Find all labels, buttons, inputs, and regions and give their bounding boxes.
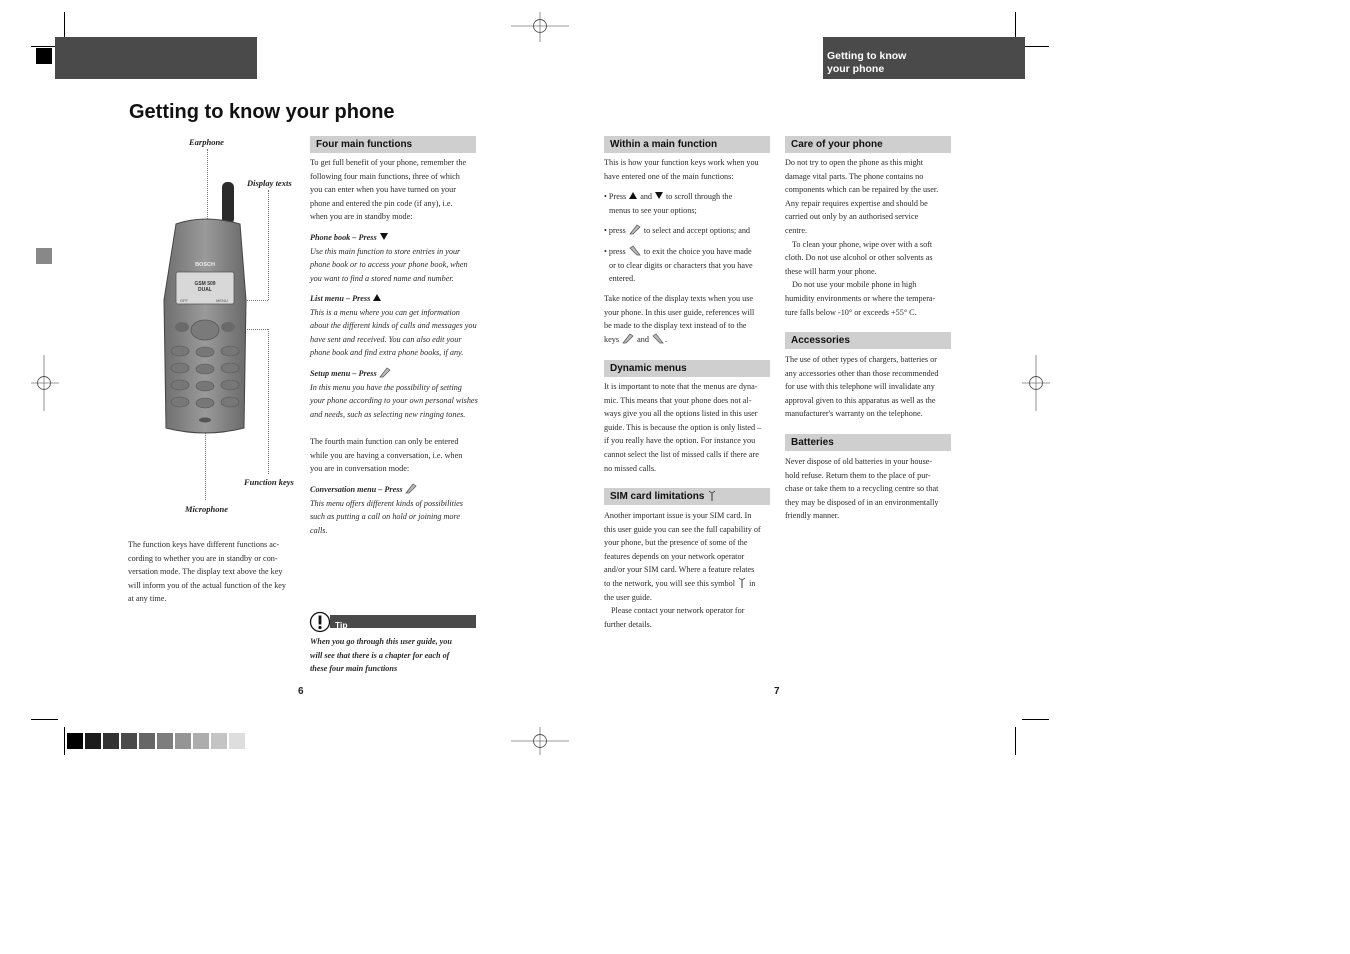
tip-bar [330, 615, 476, 628]
text-line: you can enter when you have turned on your [310, 185, 456, 195]
text-line: these will harm your phone. [785, 266, 877, 276]
leader-line [268, 329, 269, 474]
text-line: Do not use your mobile phone in high [792, 280, 917, 290]
left-soft-key-icon [379, 367, 391, 378]
section-heading-accessories: Accessories [785, 332, 951, 349]
color-swatch [229, 733, 245, 749]
phone-illustration [160, 180, 250, 440]
text-line: and needs, such as selecting new ringing tones. [310, 409, 466, 419]
four-main-functions-body [310, 156, 482, 224]
text-fragment: . [664, 334, 668, 344]
text-line: will see that there is a chapter for each of [310, 650, 450, 660]
within-main-function-body [604, 156, 776, 183]
text-fragment: • press [604, 247, 626, 256]
registration-mark-right [1022, 355, 1050, 411]
text-line: Any repair requires expertise and should be [785, 198, 928, 208]
text-line: your phone. In this user guide, references will [604, 307, 755, 317]
section-heading-care: Care of your phone [785, 136, 951, 153]
up-arrow-icon [629, 192, 637, 199]
text-line: cannot select the list of missed calls if there are [604, 449, 759, 459]
text-fragment: and [640, 192, 653, 201]
color-swatch [85, 733, 101, 749]
registration-mark-left [31, 355, 59, 411]
text-line: further details. [604, 619, 652, 629]
display-text-notice [604, 292, 776, 346]
text-fragment: and [637, 334, 649, 344]
function-keys-caption [128, 538, 298, 606]
text-line: Please contact your network operator for [611, 606, 745, 616]
caption-line: will inform you of the actual function of the key [128, 580, 287, 590]
text-line: It is important to note that the menus are dyna- [604, 382, 758, 391]
page-number-right: 7 [774, 686, 780, 697]
text-line: centre. [785, 225, 808, 235]
text-line: phone book or to access your phone book, when [310, 260, 468, 270]
network-antenna-icon [737, 577, 747, 588]
leader-line [268, 190, 269, 300]
dynamic-menus-body [604, 380, 776, 475]
bullet-select [604, 224, 776, 238]
text-line: have sent and received. You can also edit your [310, 334, 462, 344]
phone-soft-left-text: OFF [180, 298, 188, 303]
callout-microphone: Microphone [185, 504, 228, 514]
tip-label: Tip [335, 620, 348, 630]
gray-square-marker [36, 248, 52, 264]
down-arrow-icon [380, 233, 388, 240]
text-fragment: keys [604, 334, 620, 344]
care-body [785, 156, 957, 319]
color-swatch [157, 733, 173, 749]
text-line: guide. This is because the option is only listed – [604, 422, 762, 432]
text-line: In this menu you have the possibility of setting [310, 382, 462, 392]
text-line: To get full benefit of your phone, remember the [310, 158, 467, 167]
text-line: if you really have the option. For instance you [604, 436, 756, 446]
text-line: or to clear digits or characters that you have [609, 260, 753, 270]
sim-card-heading-text: SIM card limitations [610, 491, 705, 502]
text-line: following four main functions, three of which [310, 171, 460, 181]
text-fragment: • Press [604, 192, 627, 201]
text-line: calls. [310, 525, 328, 535]
text-line: damage vital parts. The phone contains no [785, 171, 924, 181]
caption-line: versation mode. The display text above the key [128, 567, 283, 577]
right-soft-key-icon [651, 333, 668, 344]
text-line: chase or take them to a recycling centre so that [785, 484, 939, 494]
text-line: Never dispose of old batteries in your house- [785, 457, 933, 466]
setup-menu-block [310, 367, 482, 421]
header-bar-left [55, 37, 257, 79]
text-line: about the different kinds of calls and messages you [310, 321, 477, 331]
text-line: for use with this telephone will invalidate any [785, 382, 935, 392]
text-line: when you are in standby mode: [310, 212, 413, 222]
text-line: and/or your SIM card. Where a feature relates [604, 565, 755, 575]
text-line: the user guide. [604, 592, 652, 602]
color-swatch [211, 733, 227, 749]
text-line: menus to see your options; [609, 205, 697, 215]
color-swatch [121, 733, 137, 749]
accessories-body [785, 353, 957, 421]
text-line: this user guide you can see the full capability of [604, 524, 761, 534]
text-fragment: to scroll through the [666, 192, 733, 201]
text-line: you want to find a stored name and number. [310, 273, 454, 283]
crop-mark [1022, 46, 1049, 47]
text-fragment: to exit the choice you have made [643, 247, 752, 256]
fourth-function-text [310, 435, 482, 476]
black-square-marker [36, 48, 52, 64]
registration-mark-top [511, 12, 569, 42]
text-line: Another important issue is your SIM card. In [604, 511, 752, 520]
down-arrow-icon [655, 192, 663, 199]
conversation-menu-title: Conversation menu – Press [310, 485, 403, 494]
color-swatch [103, 733, 119, 749]
text-line: friendly manner. [785, 511, 840, 521]
section-heading-dynamic-menus: Dynamic menus [604, 360, 770, 377]
text-line: your phone, but the presence of some of the [604, 538, 748, 548]
color-swatch [175, 733, 191, 749]
text-line: carried out only by an authorised service [785, 212, 919, 222]
network-antenna-icon [707, 490, 717, 501]
text-line: you are in conversation mode: [310, 464, 410, 474]
up-arrow-icon [373, 294, 381, 301]
text-fragment: to select and accept options; and [643, 226, 751, 235]
crop-mark [31, 719, 58, 720]
text-fragment: • press [604, 226, 626, 235]
caption-line: at any time. [128, 594, 167, 604]
text-line: The use of other types of chargers, batteries or [785, 355, 937, 364]
text-fragment: in [749, 578, 756, 588]
registration-mark-bottom [511, 727, 569, 755]
left-soft-key-icon [405, 483, 417, 494]
text-line: This is a menu where you can get information [310, 307, 460, 317]
text-line: ture falls below -10° or exceeds +55° C. [785, 307, 917, 317]
text-line: humidity environments or where the tempera- [785, 293, 936, 303]
left-soft-key-icon [628, 224, 642, 235]
text-line: these four main functions [310, 664, 398, 674]
text-line: approval given to this apparatus as well as the [785, 395, 936, 405]
header-bar-right [823, 37, 1025, 79]
phone-brand-text: BOSCH [195, 262, 215, 268]
phone-model-text: GSM 509 [194, 281, 216, 287]
list-menu-title: List menu – Press [310, 294, 371, 303]
text-line: your phone according to your own personal wishes [310, 396, 478, 406]
text-line: manufacturer's warranty on the telephone. [785, 409, 923, 419]
batteries-body [785, 455, 957, 523]
text-line: such as putting a call on hold or joining more [310, 512, 461, 522]
header-line-1: Getting to know [827, 50, 907, 62]
color-swatch [139, 733, 155, 749]
sim-card-body [604, 509, 776, 631]
text-line: they may be disposed of in an environmentally [785, 497, 939, 507]
text-line: any accessories other than those recommended [785, 368, 939, 378]
bullet-exit [604, 245, 776, 286]
text-line: no missed calls. [604, 463, 657, 473]
section-heading-within-main-function: Within a main function [604, 136, 770, 153]
color-swatch [67, 733, 83, 749]
text-line: Take notice of the display texts when you use [604, 294, 754, 303]
caption-line: The function keys have different functions ac- [128, 540, 280, 549]
crop-mark [1015, 727, 1016, 755]
page-number-left: 6 [298, 686, 304, 697]
caption-line: cording to whether you are in standby or con- [128, 553, 278, 563]
text-line: Do not try to open the phone as this might [785, 158, 924, 167]
text-line: cloth. Do not use alcohol or other solvents as [785, 253, 933, 263]
section-heading-batteries: Batteries [785, 434, 951, 451]
header-line-2: your phone [827, 63, 885, 75]
phone-soft-right-text: MENU [216, 298, 228, 303]
list-menu-block [310, 292, 482, 360]
phone-book-title: Phone book – Press [310, 233, 377, 242]
text-line: features depends on your network operator [604, 551, 745, 561]
bullet-scroll [604, 190, 776, 217]
text-line: mic. This means that your phone does not al- [604, 395, 752, 405]
left-soft-key-icon [621, 333, 635, 344]
text-line: When you go through this user guide, you [310, 637, 452, 646]
text-line: components which can be repaired by the user. [785, 185, 939, 195]
text-line: phone and entered the pin code (if any), i.e. [310, 198, 453, 208]
text-line: have entered one of the main functions: [604, 171, 734, 181]
text-line: This menu offers different kinds of possibilities [310, 498, 463, 508]
callout-earphone: Earphone [189, 137, 224, 147]
tip-text [310, 635, 482, 676]
text-line: To clean your phone, wipe over with a soft [792, 239, 933, 249]
phone-book-block [310, 231, 482, 285]
callout-function-keys: Function keys [244, 477, 294, 487]
setup-menu-title: Setup menu – Press [310, 369, 377, 378]
section-heading-sim-card [604, 488, 770, 505]
text-line: hold refuse. Return them to the place of pur- [785, 470, 931, 480]
text-line: be made to the display text instead of to the [604, 321, 747, 331]
crop-mark [1022, 719, 1049, 720]
conversation-menu-block [310, 483, 482, 537]
right-soft-key-icon [628, 245, 642, 256]
exclamation-icon [309, 611, 331, 633]
crop-mark [31, 46, 58, 47]
text-line: ways give you all the options listed in this user [604, 409, 758, 419]
crop-mark [64, 727, 65, 755]
text-fragment: to the network, you will see this symbol [604, 578, 735, 588]
text-line: The fourth main function can only be entered [310, 437, 459, 446]
color-swatch [193, 733, 209, 749]
text-line: This is how your function keys work when you [604, 158, 759, 167]
text-line: phone book and find extra phone books, if any. [310, 348, 464, 358]
callout-display-texts: Display texts [247, 178, 292, 188]
text-line: while you are having a conversation, i.e. when [310, 450, 463, 460]
page-title: Getting to know your phone [129, 101, 395, 123]
leader-line [205, 430, 206, 500]
section-heading-four-main-functions: Four main functions [310, 136, 476, 153]
text-line: entered. [609, 274, 636, 284]
text-line: Use this main function to store entries in your [310, 246, 461, 256]
phone-variant-text: DUAL [198, 287, 212, 293]
